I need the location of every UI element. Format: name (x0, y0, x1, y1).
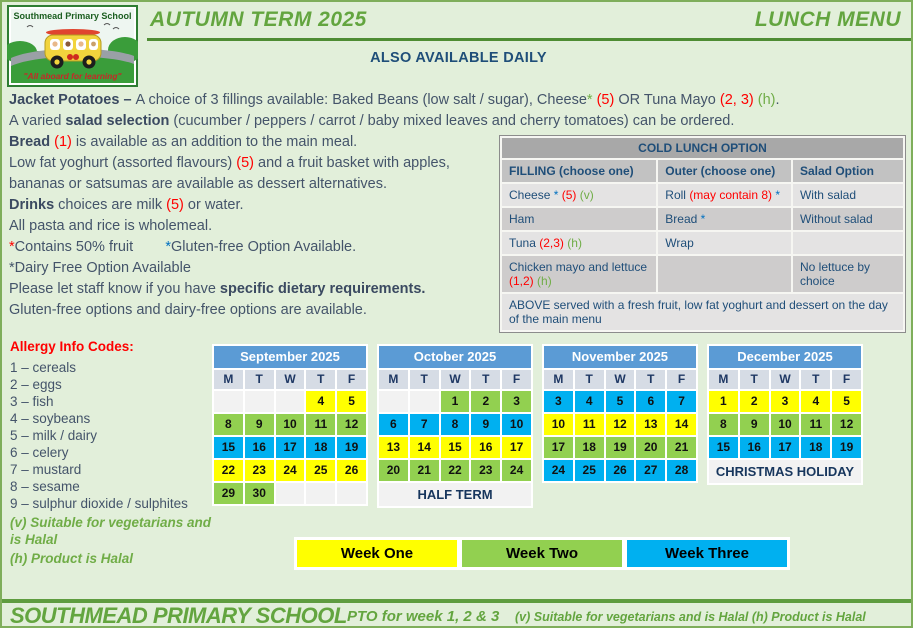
text-segment: (v) (576, 188, 594, 202)
calendar-day-cell: 8 (214, 414, 243, 435)
calendar-october (377, 344, 533, 508)
table-cell-salad (793, 232, 903, 254)
calendar-day-cell: 11 (801, 414, 830, 435)
text-segment: *Dairy Free Option Available (9, 260, 191, 276)
calendar-day-cell: 4 (575, 391, 604, 412)
info-line (9, 153, 509, 174)
calendar-day-of-week: W (276, 370, 305, 389)
cold-lunch-table (499, 135, 906, 333)
legend-week-one (297, 540, 457, 567)
text-segment: * (553, 188, 562, 202)
text-segment: (1) (54, 134, 72, 150)
calendar-day-cell: 19 (337, 437, 366, 458)
logo-motto: "All aboard for learning" (23, 72, 122, 81)
calendar-day-cell: 24 (544, 460, 573, 481)
school-logo (7, 5, 138, 87)
calendar-day-cell: 9 (245, 414, 274, 435)
allergy-item: 4 – soybeans (10, 411, 91, 426)
table-cell-salad (793, 184, 903, 206)
info-line (9, 216, 509, 237)
calendar-day-cell: 20 (636, 437, 665, 458)
cold-lunch-title: COLD LUNCH OPTION (502, 138, 903, 158)
vegetarian-note: (v) Suitable for vegetarians and is Halal (10, 515, 212, 547)
text-segment: (5) (561, 188, 577, 202)
legend-label: Week Three (665, 545, 749, 562)
legend-label: Week Two (506, 545, 578, 562)
school-logo-image (7, 5, 138, 87)
text-segment: (h) (533, 274, 552, 288)
calendar-month-header: October 2025 (379, 346, 531, 368)
table-cell-salad (793, 256, 903, 292)
calendar-note: HALF TERM (379, 483, 531, 506)
calendar-day-cell: 10 (544, 414, 573, 435)
calendar-day-cell: 28 (667, 460, 696, 481)
calendar-day-of-week: T (245, 370, 274, 389)
calendar-day-cell: 17 (502, 437, 531, 458)
text-segment: * (772, 188, 781, 202)
calendar-day-cell: 9 (740, 414, 769, 435)
text-segment: (5) (166, 197, 184, 213)
calendar-day-of-week: T (740, 370, 769, 389)
info-line (9, 195, 509, 216)
calendar-day-cell: 2 (740, 391, 769, 412)
calendar-day-of-week: M (214, 370, 243, 389)
allergy-item: 3 – fish (10, 394, 54, 409)
info-line (9, 90, 911, 111)
calendar-day-cell: 1 (441, 391, 470, 412)
calendar-day-cell: 1 (709, 391, 738, 412)
calendar-november (542, 344, 698, 483)
text-segment: (may contain 8) (689, 188, 773, 202)
allergy-item: 9 – sulphur dioxide / sulphites (10, 496, 188, 511)
halal-note: (h) Product is Halal (10, 551, 134, 566)
calendar-day-of-week: M (379, 370, 408, 389)
allergy-item: 8 – sesame (10, 479, 80, 494)
calendar-day-of-week: F (337, 370, 366, 389)
text-segment: A varied (9, 113, 66, 129)
allergy-item: 5 – milk / dairy (10, 428, 98, 443)
text-segment: Gluten-free Option Available. (171, 239, 357, 255)
calendar-day-cell: 18 (306, 437, 335, 458)
calendar-day-cell: 11 (306, 414, 335, 435)
calendar-day-of-week: F (832, 370, 861, 389)
calendar-day-cell: 29 (214, 483, 243, 504)
calendar-day-cell: 13 (379, 437, 408, 458)
calendar-day-of-week: T (471, 370, 500, 389)
calendar-day-cell: 26 (606, 460, 635, 481)
text-segment: * (9, 239, 15, 255)
calendar-day-of-week: W (606, 370, 635, 389)
calendar-day-cell: 15 (441, 437, 470, 458)
text-segment: (5) (236, 155, 255, 171)
calendar-day-cell: 20 (379, 460, 408, 481)
calendar-day-cell: 12 (832, 414, 861, 435)
text-segment: (h) (757, 92, 776, 108)
calendar-day-cell: 18 (575, 437, 604, 458)
column-header-outer: Outer (choose one) (658, 160, 791, 182)
calendar-day-cell: 17 (544, 437, 573, 458)
calendar-day-cell: 24 (276, 460, 305, 481)
calendar-day-cell: 16 (471, 437, 500, 458)
calendar-day-cell: 2 (471, 391, 500, 412)
calendar-day-cell: 16 (245, 437, 274, 458)
text-segment: (5) (596, 92, 615, 108)
daily-info-details (9, 132, 509, 321)
text-segment: (2,3) (539, 236, 564, 250)
calendar-month-header: November 2025 (544, 346, 696, 368)
header-divider (147, 38, 911, 41)
info-line (9, 279, 509, 300)
calendar-day-cell: 21 (667, 437, 696, 458)
allergy-heading: Allergy Info Codes: (10, 339, 134, 354)
calendar-day-cell: 23 (471, 460, 500, 481)
column-header-filling: FILLING (choose one) (502, 160, 656, 182)
calendar-day-cell: 17 (276, 437, 305, 458)
text-segment: All pasta and rice is wholemeal. (9, 218, 213, 234)
text-segment: (cucumber / peppers / carrot / baby mixed leaves and cherry tomatoes) can be ordered. (169, 113, 735, 129)
calendar-day-of-week: T (801, 370, 830, 389)
calendar-day-cell: 10 (276, 414, 305, 435)
calendar-day-cell: 24 (502, 460, 531, 481)
text-segment: Contains 50% fruit (14, 239, 134, 255)
legend-week-two (462, 540, 622, 567)
text-segment: (2, 3) (719, 92, 754, 108)
calendar-day-cell: 3 (771, 391, 800, 412)
calendar-day-cell: 14 (410, 437, 439, 458)
calendar-day-cell: 5 (337, 391, 366, 412)
also-available-daily-heading: ALSO AVAILABLE DAILY (370, 50, 547, 66)
calendar-september (212, 344, 368, 506)
text-segment: * (165, 239, 172, 255)
calendar-note: CHRISTMAS HOLIDAY (709, 460, 861, 483)
calendar-day-of-week: T (575, 370, 604, 389)
calendar-day-cell: 25 (306, 460, 335, 481)
text-segment: Roll (665, 188, 690, 202)
text-segment: (1,2) (509, 274, 534, 288)
text-segment (133, 239, 165, 255)
calendar-day-cell: 3 (502, 391, 531, 412)
text-segment: Bread (665, 212, 701, 226)
calendar-day-cell: 7 (667, 391, 696, 412)
text-segment: Please let staff know if you have (9, 281, 220, 297)
text-segment: Gluten-free options and dairy-free options are available. (9, 302, 367, 318)
calendar-day-cell: 13 (636, 414, 665, 435)
calendar-day-of-week: M (544, 370, 573, 389)
allergy-item: 7 – mustard (10, 462, 82, 477)
calendar-empty-cell (410, 391, 439, 412)
text-segment: No lettuce by choice (799, 260, 871, 288)
calendar-december (707, 344, 863, 485)
daily-info-intro (9, 90, 911, 132)
term-title: AUTUMN TERM 2025 (150, 8, 367, 31)
calendar-day-of-week: W (441, 370, 470, 389)
info-line (9, 237, 509, 258)
table-cell-filling (502, 256, 656, 292)
calendar-day-cell: 5 (832, 391, 861, 412)
calendar-day-cell: 23 (245, 460, 274, 481)
calendar-empty-cell (379, 391, 408, 412)
legend-label: Week One (340, 545, 414, 562)
text-segment: Bread (9, 134, 55, 150)
calendar-day-cell: 15 (709, 437, 738, 458)
table-cell-filling (502, 184, 656, 206)
info-line (9, 111, 911, 132)
calendar-day-cell: 12 (606, 414, 635, 435)
calendar-day-cell: 26 (337, 460, 366, 481)
calendar-day-cell: 7 (410, 414, 439, 435)
calendar-day-of-week: T (306, 370, 335, 389)
calendar-day-cell: 14 (667, 414, 696, 435)
table-cell-outer (658, 256, 791, 292)
calendar-empty-cell (306, 483, 335, 504)
table-cell-salad (793, 208, 903, 230)
calendar-day-of-week: F (667, 370, 696, 389)
calendar-day-cell: 25 (575, 460, 604, 481)
footer-school-name: SOUTHMEAD PRIMARY SCHOOL (10, 603, 347, 628)
allergy-item: 1 – cereals (10, 360, 77, 375)
calendar-day-cell: 19 (832, 437, 861, 458)
calendar-day-cell: 11 (575, 414, 604, 435)
calendar-month-header: December 2025 (709, 346, 861, 368)
table-cell-outer (658, 208, 791, 230)
calendar-empty-cell (276, 391, 305, 412)
cold-lunch-footnote: ABOVE served with a fresh fruit, low fat yoghurt and dessert on the day of the main menu (502, 294, 903, 330)
text-segment: . (775, 92, 780, 108)
allergy-item: 6 – celery (10, 445, 69, 460)
calendar-empty-cell (337, 483, 366, 504)
footer-pto-note: PTO for week 1, 2 & 3 (347, 608, 500, 625)
table-cell-outer (658, 184, 791, 206)
calendar-empty-cell (245, 391, 274, 412)
text-segment: and a fruit basket with apples, (254, 155, 450, 171)
calendar-day-cell: 9 (471, 414, 500, 435)
allergy-item: 2 – eggs (10, 377, 62, 392)
calendar-day-cell: 6 (636, 391, 665, 412)
text-segment: * (700, 212, 706, 226)
text-segment: Chicken mayo and lettuce (509, 260, 648, 274)
text-segment: salad selection (65, 113, 170, 129)
logo-school-name: Southmead Primary School (13, 11, 132, 21)
calendar-day-cell: 18 (801, 437, 830, 458)
info-line (9, 258, 509, 279)
calendar-day-cell: 3 (544, 391, 573, 412)
footer-halal-note: (v) Suitable for vegetarians and is Halal (h) Product is Halal (515, 610, 866, 624)
text-segment: Low fat yoghurt (assorted flavours) (9, 155, 237, 171)
text-segment: Cheese (509, 188, 554, 202)
calendar-day-cell: 12 (337, 414, 366, 435)
text-segment: Without salad (799, 212, 873, 226)
calendar-day-of-week: T (410, 370, 439, 389)
calendar-day-cell: 8 (709, 414, 738, 435)
table-cell-outer (658, 232, 791, 254)
text-segment: choices are milk (54, 197, 167, 213)
calendar-day-of-week: T (636, 370, 665, 389)
text-segment: With salad (799, 188, 857, 202)
calendar-day-cell: 21 (410, 460, 439, 481)
calendar-day-cell: 4 (801, 391, 830, 412)
text-segment: specific dietary requirements. (219, 281, 426, 297)
text-segment: Tuna (509, 236, 540, 250)
text-segment: (h) (563, 236, 582, 250)
text-segment: Drinks (9, 197, 55, 213)
calendar-day-cell: 10 (771, 414, 800, 435)
legend-week-three (627, 540, 787, 567)
text-segment: or water. (183, 197, 244, 213)
text-segment: A choice of 3 fillings available: Baked Beans (low salt / sugar), Cheese (135, 92, 587, 108)
calendar-day-cell: 8 (441, 414, 470, 435)
calendar-day-cell: 6 (379, 414, 408, 435)
text-segment: Jacket Potatoes – (9, 92, 136, 108)
calendar-day-cell: 22 (441, 460, 470, 481)
text-segment: * (586, 92, 593, 108)
calendar-empty-cell (214, 391, 243, 412)
calendar-day-cell: 22 (214, 460, 243, 481)
calendar-day-cell: 27 (636, 460, 665, 481)
calendar-day-cell: 30 (245, 483, 274, 504)
calendar-day-of-week: M (709, 370, 738, 389)
info-line (9, 174, 509, 195)
calendar-day-cell: 4 (306, 391, 335, 412)
calendar-day-cell: 5 (606, 391, 635, 412)
calendar-day-cell: 10 (502, 414, 531, 435)
lunch-menu-title: LUNCH MENU (754, 8, 901, 31)
calendar-day-cell: 19 (606, 437, 635, 458)
text-segment: Wrap (665, 236, 694, 250)
info-line (9, 132, 509, 153)
text-segment: bananas or satsumas are available as dessert alternatives. (9, 176, 388, 192)
calendar-day-cell: 16 (740, 437, 769, 458)
text-segment: OR Tuna Mayo (614, 92, 720, 108)
text-segment: is available as an addition to the main meal. (71, 134, 358, 150)
calendar-empty-cell (276, 483, 305, 504)
text-segment: Ham (509, 212, 535, 226)
calendar-day-cell: 15 (214, 437, 243, 458)
calendar-day-of-week: W (771, 370, 800, 389)
info-line (9, 300, 509, 321)
table-cell-filling (502, 208, 656, 230)
allergy-info (10, 338, 220, 567)
table-cell-filling (502, 232, 656, 254)
calendar-month-header: September 2025 (214, 346, 366, 368)
calendar-day-cell: 17 (771, 437, 800, 458)
calendar-day-of-week: F (502, 370, 531, 389)
column-header-salad: Salad Option (793, 160, 903, 182)
